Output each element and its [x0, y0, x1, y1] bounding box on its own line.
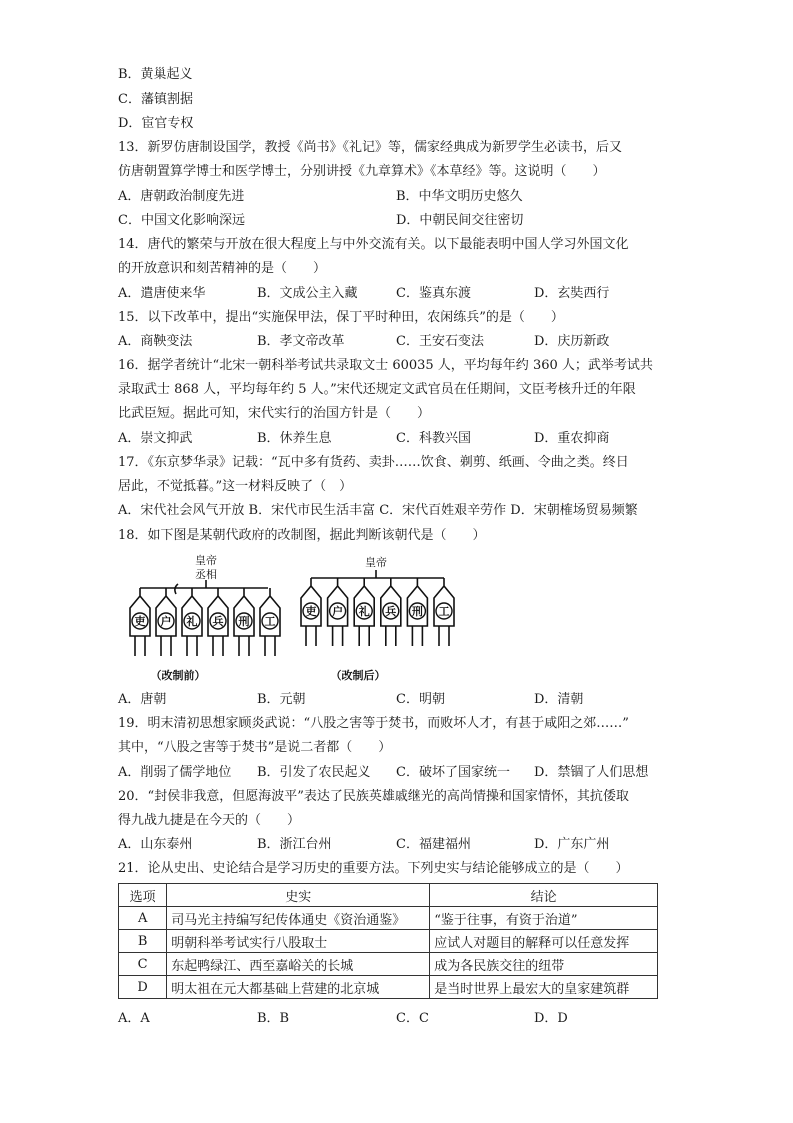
q20-stem-line1: 20．“封侯非我意，但愿海波平”表达了民族英雄戚继光的高尚情操和国家情怀，其抗倭取	[118, 789, 629, 804]
q13-option-c: C．中国文化影响深远	[118, 213, 245, 228]
q14-option-b: B．文成公主入藏	[257, 286, 358, 301]
before-ministry-label-2: 礼	[186, 615, 198, 628]
after-ministry-2	[354, 578, 374, 646]
table-row	[119, 953, 658, 976]
q17-stem-line1: 17．《东京梦华录》记载：“瓦中多有货药、卖卦……饮食、剃剪、纸画、令曲之类。终日	[118, 455, 629, 470]
table-header-conclusion: 结论	[430, 884, 658, 907]
q17-options: A．宋代社会风气开放 B．宋代市民生活丰富 C．宋代百姓艰辛劳作 D．宋朝榷场贸易频繁	[118, 503, 638, 518]
q16-option-a: A．崇文抑武	[118, 431, 193, 446]
after-ministry-label-4: 刑	[411, 605, 423, 618]
q14-stem-line2: 的开放意识和刻苦精神的是（ ）	[118, 261, 327, 276]
q14-option-a: A．遣唐使来华	[118, 286, 206, 301]
after-ministry-3	[381, 578, 401, 646]
q15-option-d: D．庆历新政	[534, 334, 610, 349]
q13-stem-line2: 仿唐朝置算学博士和医学博士，分别讲授《九章算术》《本草经》等。这说明（ ）	[118, 164, 606, 179]
q19-option-c: C．破坏了国家统一	[396, 765, 510, 780]
q18-stem: 18．如下图是某朝代政府的改制图，据此判断该朝代是（ ）	[118, 528, 486, 543]
q16-option-d: D．重农抑商	[534, 431, 610, 446]
q18-option-b: B．元朝	[257, 692, 306, 707]
q15-option-b: B．孝文帝改革	[257, 334, 345, 349]
before-ministry-label-1: 户	[160, 615, 172, 628]
after-ministry-0	[301, 578, 321, 646]
before-ministry-0	[130, 588, 150, 656]
table-cell-fact: 明太祖在元大都基础上营建的北京城	[167, 976, 430, 999]
q21-option-b: B．B	[257, 1011, 290, 1026]
after-ministry-1	[328, 578, 348, 646]
q13-stem-line1: 13．新罗仿唐制设国学，教授《尚书》《礼记》等，儒家经典成为新罗学生必读书，后又	[118, 140, 623, 155]
q16-stem-line2: 录取武士 868 人，平均每年约 5 人。”宋代还规定文武官员在任期间，文臣考核升迁的年限	[118, 382, 636, 397]
table-cell-fact: 明朝科举考试实行八股取士	[167, 930, 430, 953]
table-cell-fact: 司马光主持编写纪传体通史《资治通鉴》	[167, 907, 430, 930]
q12-option-c: C．藩镇割据	[118, 92, 193, 107]
table-row	[119, 976, 658, 999]
q14-stem-line1: 14．唐代的繁荣与开放在很大程度上与中外交流有关。以下最能表明中国人学习外国文化	[118, 237, 629, 252]
before-caption: （改制前）	[150, 669, 206, 682]
q19-option-d: D．禁锢了人们思想	[534, 765, 649, 780]
before-ministry-2	[182, 588, 202, 656]
after-diagram	[301, 555, 454, 646]
table-cell-option: B	[119, 930, 167, 953]
after-ministry-label-1: 户	[332, 605, 344, 618]
before-ministry-1	[156, 588, 176, 656]
after-ministry-label-2: 礼	[358, 605, 370, 618]
q20-option-b: B．浙江台州	[257, 837, 332, 852]
after-emperor-label: 皇帝	[365, 556, 387, 569]
q20-option-a: A．山东泰州	[118, 837, 193, 852]
after-ministry-label-5: 工	[438, 605, 450, 618]
table-cell-conclusion: 成为各民族交往的纽带	[430, 953, 658, 976]
q16-option-b: B．休养生息	[257, 431, 332, 446]
q12-option-b: B．黄巢起义	[118, 67, 193, 82]
table-header-fact: 史实	[167, 884, 430, 907]
table-cell-conclusion: “鉴于往事，有资于治道”	[430, 907, 658, 930]
before-ministry-3	[208, 588, 228, 656]
table-cell-conclusion: 是当时世界上最宏大的皇家建筑群	[430, 976, 658, 999]
table-header-row	[119, 884, 658, 907]
table-cell-option: A	[119, 907, 167, 930]
before-ministry-label-5: 工	[264, 615, 276, 628]
q19-option-a: A．削弱了儒学地位	[118, 765, 232, 780]
reform-diagram	[118, 548, 478, 688]
before-chancellor-label: 丞相	[195, 568, 217, 581]
q20-option-c: C．福建福州	[396, 837, 471, 852]
q14-option-c: C．鉴真东渡	[396, 286, 471, 301]
q13-option-a: A．唐朝政治制度先进	[118, 189, 245, 204]
q16-option-c: C．科教兴国	[396, 431, 471, 446]
before-ministry-label-4: 刑	[238, 615, 250, 628]
q17-stem-line2: 居此，不觉抵暮。”这一材料反映了（ ）	[118, 479, 353, 494]
q12-option-d: D．宦官专权	[118, 116, 194, 131]
q15-option-c: C．王安石变法	[396, 334, 484, 349]
table-header-option: 选项	[119, 884, 167, 907]
table-cell-fact: 东起鸭绿江、西至嘉峪关的长城	[167, 953, 430, 976]
table-row	[119, 907, 658, 930]
table-cell-option: C	[119, 953, 167, 976]
after-ministry-label-0: 吏	[305, 605, 317, 618]
q19-stem-line2: 其中，“八股之害等于焚书”是说二者都（ ）	[118, 740, 392, 755]
q15-option-a: A．商鞅变法	[118, 334, 193, 349]
before-ministry-5	[260, 588, 280, 656]
after-ministry-5	[434, 578, 454, 646]
table-row	[119, 930, 658, 953]
q18-option-a: A．唐朝	[118, 692, 167, 707]
q16-stem-line1: 16．据学者统计“北宋一朝科举考试共录取文士 60035 人，平均每年约 360 人；武举考试共	[118, 358, 653, 373]
q20-option-d: D．广东广州	[534, 837, 610, 852]
q21-option-c: C．C	[396, 1011, 429, 1026]
q21-stem: 21．论从史出、史论结合是学习历史的重要方法。下列史实与结论能够成立的是（ ）	[118, 861, 629, 876]
q21-option-a: A．A	[118, 1011, 150, 1026]
before-ministry-label-3: 兵	[212, 615, 224, 628]
history-table	[118, 883, 658, 999]
q19-stem-line1: 19．明末清初思想家顾炎武说：“八股之害等于焚书，而败坏人才，有甚于咸阳之郊……”	[118, 716, 629, 731]
q14-option-d: D．玄奘西行	[534, 286, 610, 301]
before-diagram	[130, 553, 280, 656]
before-ministry-4	[234, 588, 254, 656]
after-ministry-label-3: 兵	[385, 605, 397, 618]
q21-option-d: D．D	[534, 1011, 568, 1026]
before-ministry-label-0: 吏	[134, 615, 146, 628]
q20-stem-line2: 得九战九捷是在今天的（ ）	[118, 813, 301, 828]
before-emperor-label: 皇帝	[195, 554, 217, 567]
table-cell-option: D	[119, 976, 167, 999]
q19-option-b: B．引发了农民起义	[257, 765, 371, 780]
after-caption: （改制后）	[330, 669, 386, 682]
table-cell-conclusion: 应试人对题目的解释可以任意发挥	[430, 930, 658, 953]
q13-option-d: D．中朝民间交往密切	[396, 213, 524, 228]
q16-stem-line3: 比武臣短。据此可知，宋代实行的治国方针是（ ）	[118, 406, 431, 421]
q15-stem: 15．以下改革中，提出“实施保甲法，保丁平时种田，农闲练兵”的是（ ）	[118, 310, 564, 325]
q13-option-b: B．中华文明历史悠久	[396, 189, 523, 204]
q18-option-c: C．明朝	[396, 692, 445, 707]
q18-option-d: D．清朝	[534, 692, 584, 707]
after-ministry-4	[407, 578, 427, 646]
